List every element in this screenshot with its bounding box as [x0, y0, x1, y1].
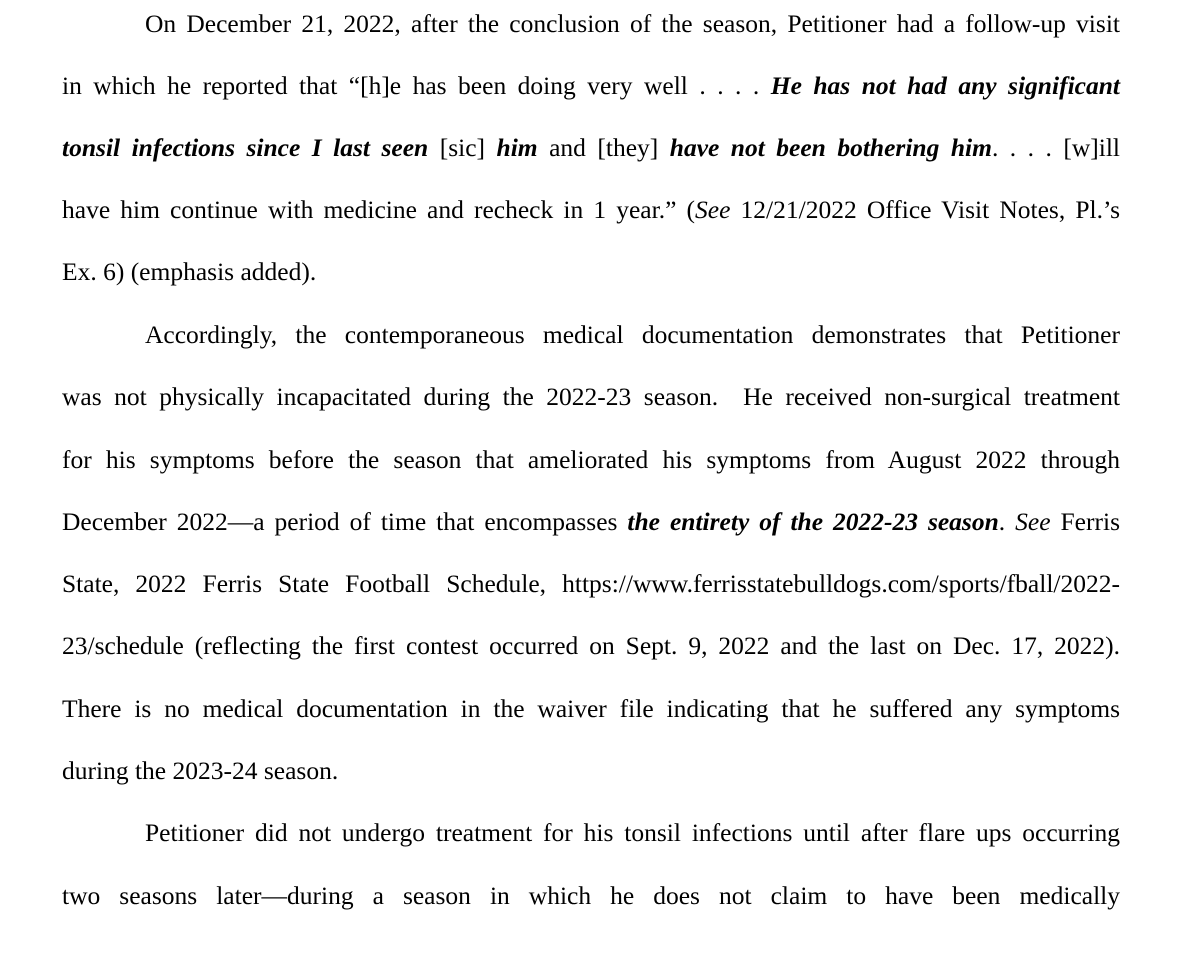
- text-line: [62, 377, 1120, 417]
- text-run: There is no medical documentation in the waiver file indicating that he suffered any symptoms: [62, 694, 1120, 723]
- text-run: .: [998, 507, 1016, 536]
- text-run: 23/schedule (reflecting the first contest occurred on Sept. 9, 2022 and the last on Dec. 17, 2022).: [62, 631, 1120, 660]
- text-line: [62, 440, 1120, 480]
- text-line: [62, 751, 1120, 791]
- text-run: On December 21, 2022, after the conclusion of the season, Petitioner had a follow-up visit: [145, 9, 1120, 38]
- italic-signal: See: [695, 195, 731, 224]
- text-run: [sic]: [428, 133, 497, 162]
- bold-italic-run: [62, 133, 428, 162]
- text-run: . . . . [w]ill: [991, 133, 1121, 162]
- text-run: for his symptoms before the season that ameliorated his symptoms from August 2022 through: [62, 445, 1120, 474]
- text-run: Ex. 6) (emphasis added).: [62, 257, 317, 286]
- text-line: [62, 315, 1120, 355]
- text-line: [62, 190, 1120, 230]
- bold-italic-run: [771, 71, 1120, 100]
- text-run: Accordingly, the contemporaneous medical documentation demonstrates that Petitioner: [145, 320, 1120, 349]
- bold-italic-run: [670, 133, 992, 162]
- emphasis-text: have not been bothering him: [669, 133, 992, 162]
- text-run: and [they]: [537, 133, 670, 162]
- text-run: 12/21/2022 Office Visit Notes, Pl.’s: [730, 195, 1120, 224]
- text-run: State, 2022 Ferris State Football Schedule, https://www.ferrisstatebulldogs.com/sports/fball/2022-: [62, 569, 1120, 598]
- emphasis-text: tonsil infections since I last seen: [62, 133, 429, 162]
- text-line: [62, 626, 1120, 666]
- text-line: [62, 876, 1120, 916]
- text-line: [62, 564, 1120, 604]
- text-line: [62, 689, 1120, 729]
- emphasis-text: him: [496, 133, 538, 162]
- emphasis-text: the entirety of the 2022-23 season: [627, 507, 999, 536]
- text-run: have him continue with medicine and recheck in 1 year.” (: [62, 195, 696, 224]
- text-line: [62, 66, 1120, 106]
- text-line: [62, 252, 1120, 292]
- text-run: was not physically incapacitated during the 2022-23 season. He received non-surgical treatment: [62, 382, 1120, 411]
- text-run: two seasons later—during a season in which he does not claim to have been medically: [62, 881, 1120, 910]
- text-run: during the 2023-24 season.: [62, 756, 339, 785]
- text-line: [62, 4, 1120, 44]
- emphasis-text: He has not had any significant: [770, 71, 1120, 100]
- text-line: [62, 128, 1120, 168]
- text-run: Ferris: [1050, 507, 1120, 536]
- bold-italic-run: [627, 507, 998, 536]
- italic-signal: See: [1015, 507, 1051, 536]
- text-run: December 2022—a period of time that encompasses: [62, 507, 628, 536]
- text-run: Petitioner did not undergo treatment for his tonsil infections until after flare ups occurring: [145, 818, 1120, 847]
- text-run: in which he reported that “[h]e has been doing very well . . . .: [62, 71, 771, 100]
- text-line: [62, 502, 1120, 542]
- bold-italic-run: [497, 133, 538, 162]
- text-line: [62, 813, 1120, 853]
